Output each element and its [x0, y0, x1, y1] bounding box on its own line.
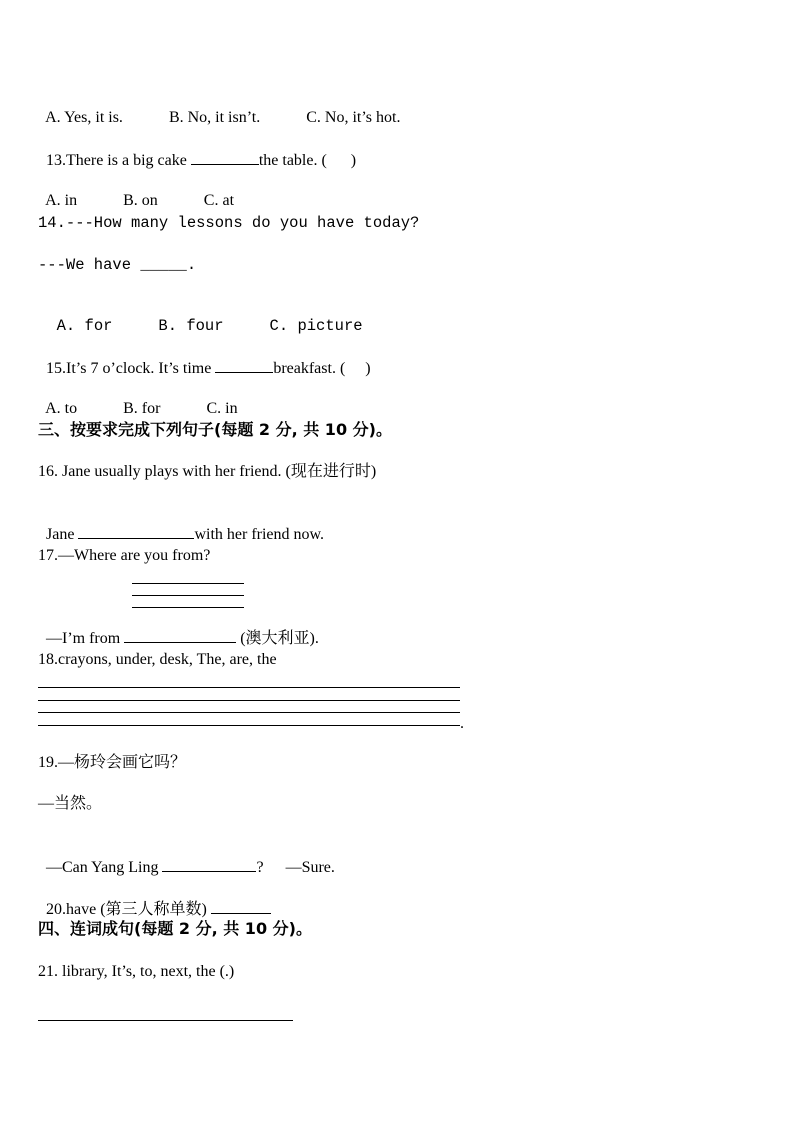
q14-options: [38, 296, 363, 336]
q16-question: 16. Jane usually plays with her friend. (现在进行时): [38, 463, 377, 480]
q14-answer-line: ---We have _____.: [38, 256, 197, 274]
q21-answer-rule[interactable]: [38, 1020, 293, 1021]
q20-question: 20.have (第三人称单数): [38, 879, 271, 920]
q18-rule-1[interactable]: [38, 687, 460, 688]
q13-answer-blank[interactable]: [191, 150, 259, 165]
q15-option-a: A. to: [45, 400, 78, 417]
section-4-heading: 四、连词成句(每题 2 分, 共 10 分)。: [38, 919, 312, 938]
q15-option-c: C. in: [206, 400, 238, 417]
q18-period: .: [460, 715, 464, 732]
section-3-heading: 三、按要求完成下列句子(每题 2 分, 共 10 分)。: [38, 420, 392, 439]
q18-rule-4[interactable]: [38, 725, 460, 726]
q19-answer-blank[interactable]: [162, 857, 256, 872]
q15-question: 15.It’s 7 o’clock. It’s time breakfast. ( ): [46, 360, 371, 377]
q15-option-b: B. for: [123, 400, 161, 417]
q19-question: 19.—杨玲会画它吗？: [38, 754, 187, 771]
q15-options: [38, 379, 238, 419]
q19-english: —Can Yang Ling ? —Sure.: [46, 859, 335, 876]
q21-question: 21. library, It’s, to, next, the (.): [38, 963, 235, 980]
q19-answer-cn: —当然。: [38, 795, 103, 812]
q18-rule-3[interactable]: [38, 712, 460, 713]
q13-question: 13.There is a big cake the table. ( ): [46, 152, 357, 169]
q13-option-b: B. on: [123, 192, 158, 209]
q20-answer-blank[interactable]: [211, 899, 271, 914]
q12-option-a: A. Yes, it is.: [45, 109, 123, 126]
q12-option-c: C. No, it’s hot.: [306, 109, 401, 126]
q13-option-a: A. in: [45, 192, 78, 209]
q17-answer-blank[interactable]: [124, 628, 236, 643]
q16-answer-blank[interactable]: [78, 524, 194, 539]
q12-option-b: B. No, it isn’t.: [168, 109, 261, 126]
q16-answer: Jane with her friend now.: [46, 526, 325, 543]
q18-question: 18.crayons, under, desk, The, are, the: [38, 651, 277, 668]
q18-rule-2[interactable]: [38, 700, 460, 701]
q12-options: [38, 88, 400, 128]
q13-options: [38, 171, 234, 211]
q14-option-c: C. picture: [269, 317, 363, 335]
q13-option-c: C. at: [203, 192, 235, 209]
q17-answer: —I’m from (澳大利亚).: [46, 630, 319, 647]
q15-answer-blank[interactable]: [215, 358, 273, 373]
q17-rule-2: [132, 595, 244, 596]
q17-rule-1: [132, 583, 244, 584]
q17-question: 17.—Where are you from?: [38, 547, 211, 564]
q14-option-a: A. for: [56, 317, 113, 335]
q14-question: 14.---How many lessons do you have today?: [38, 214, 420, 232]
q14-option-b: B. four: [158, 317, 224, 335]
